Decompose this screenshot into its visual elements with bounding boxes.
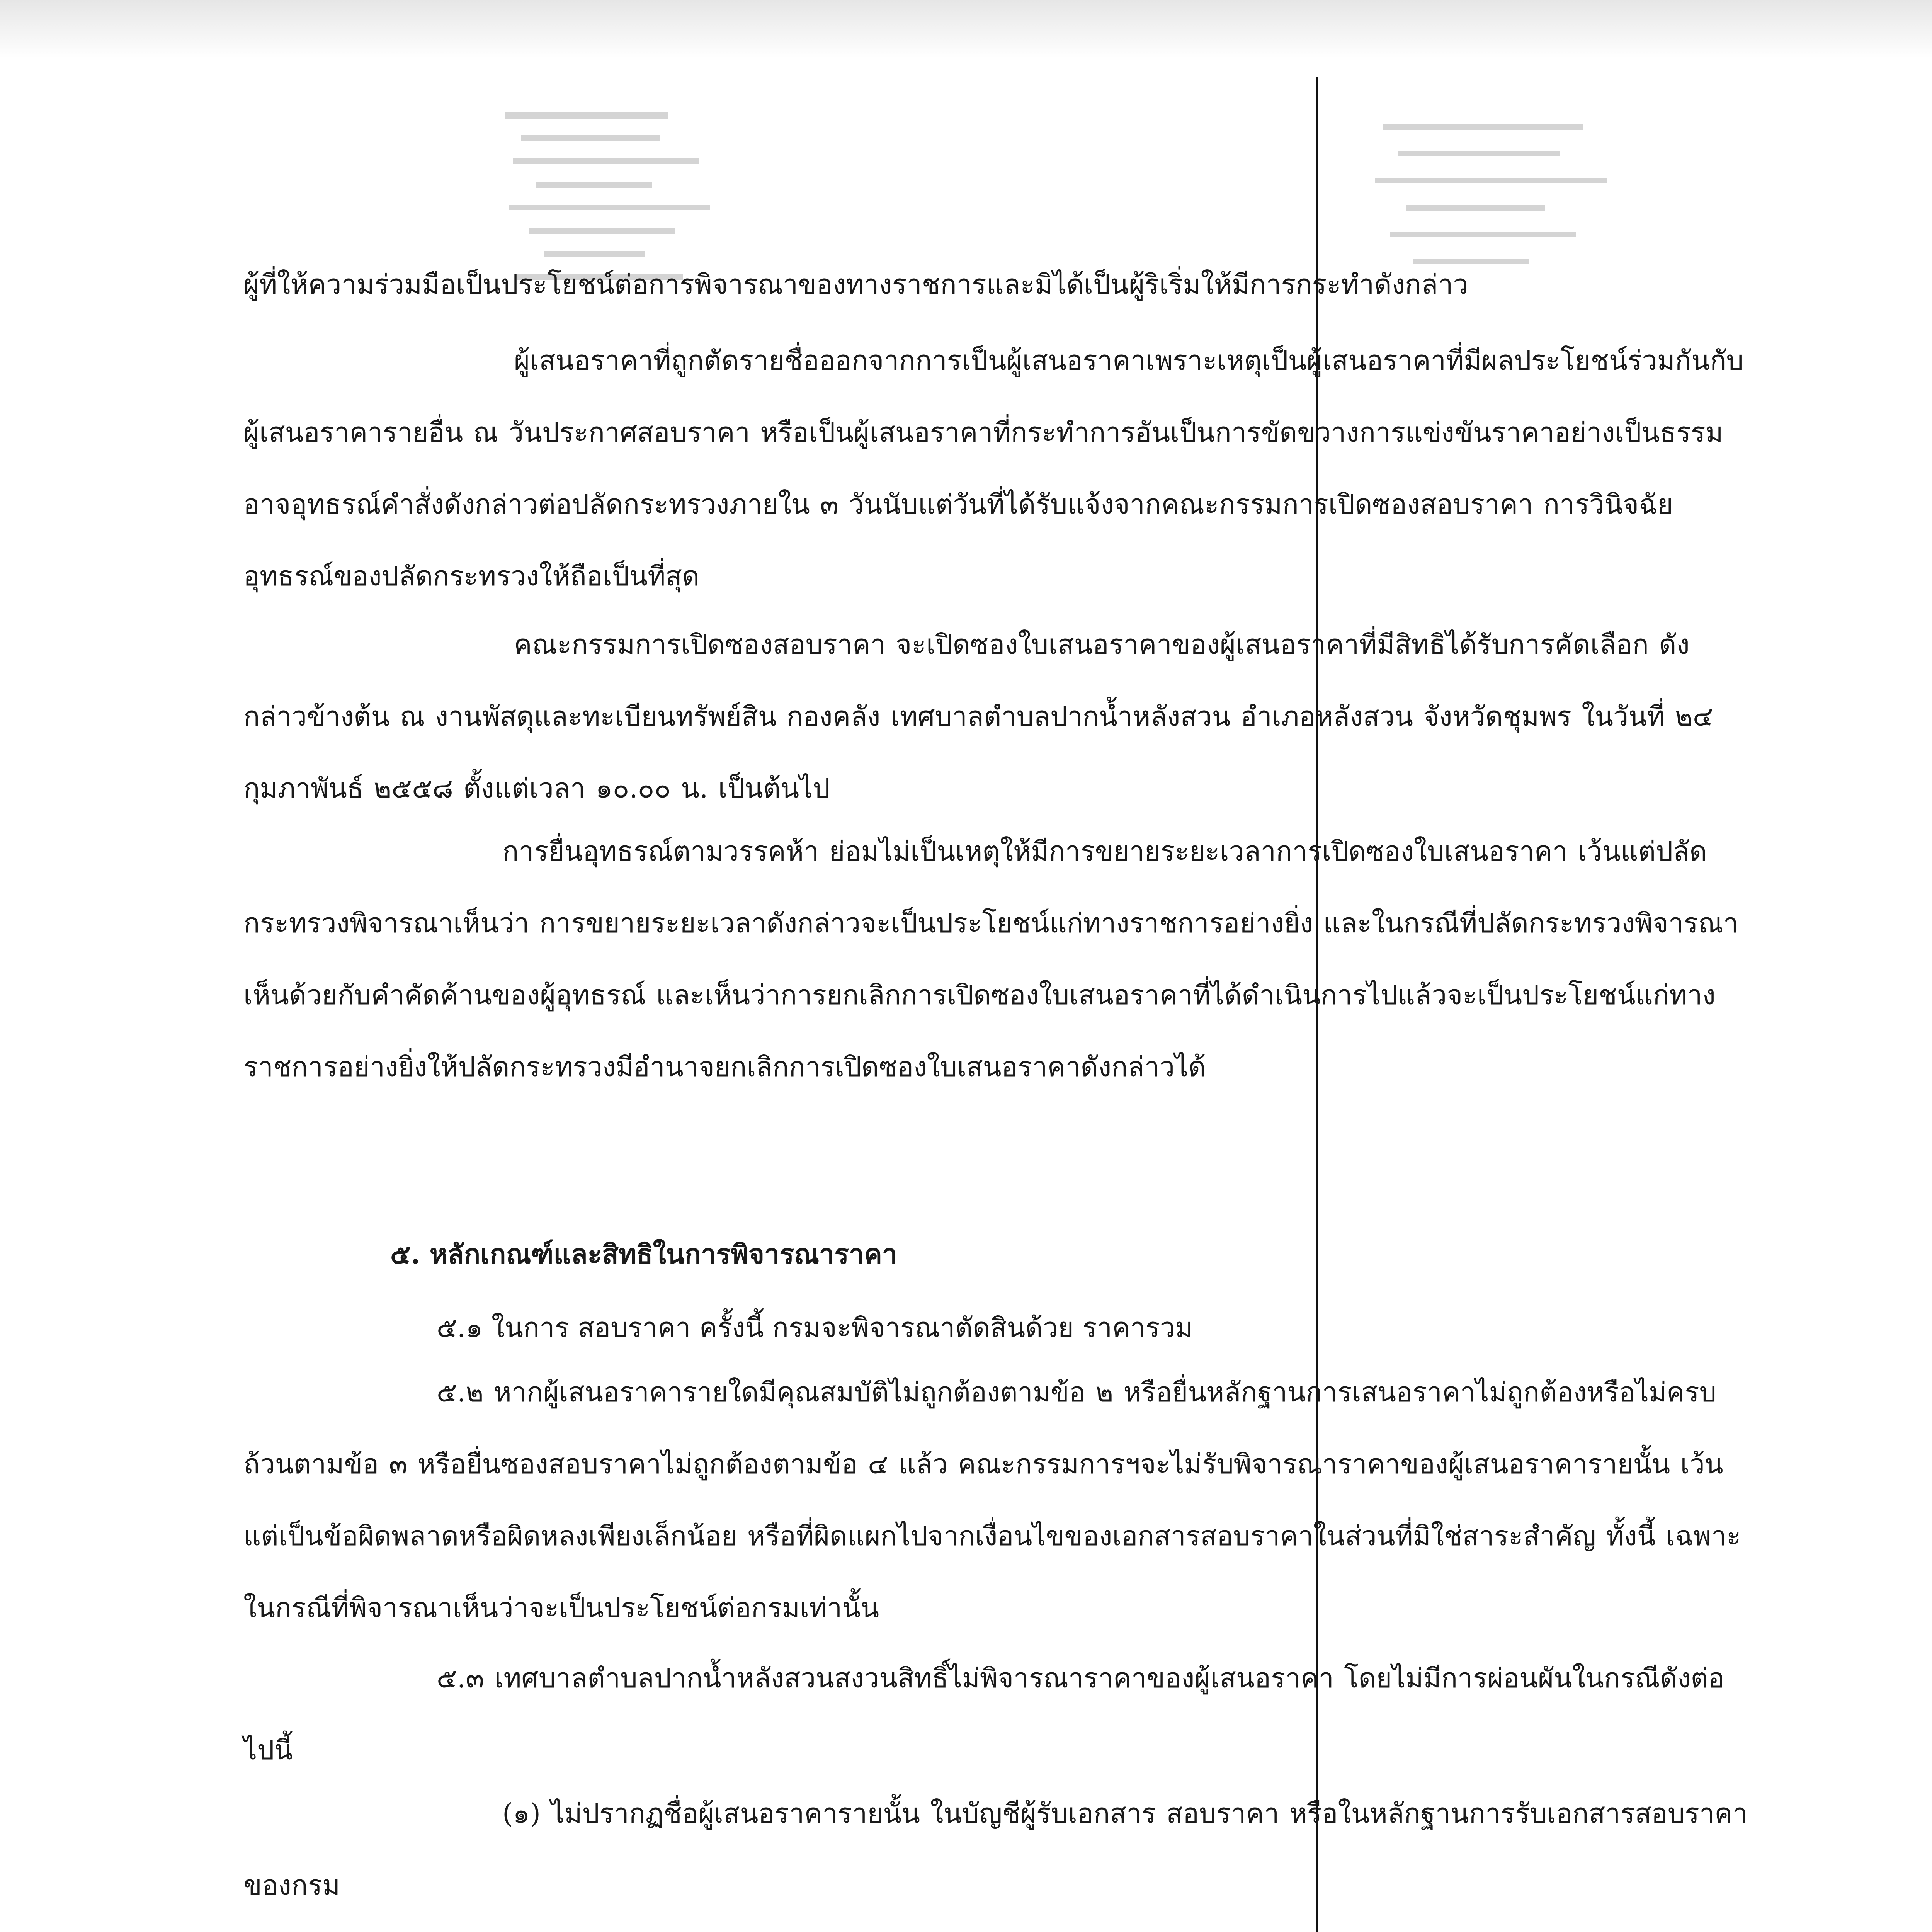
section5-heading: ๕. หลักเกณฑ์และสิทธิในการพิจารณาราคา — [390, 1238, 898, 1270]
section5-3: ๕.๓ เทศบาลตำบลปากน้ำหลังสวนสงวนสิทธิ์ไม่พิจารณาราคาของผู้เสนอราคา โดยไม่มีการผ่อนผันในกรณีดังต่อไปนี้ — [243, 1662, 1725, 1766]
section5-3-item2 — [243, 1920, 1750, 1932]
scan-top-shadow — [0, 0, 1932, 58]
section5-3-item1: (๑) ไม่ปรากฏชื่อผู้เสนอราคารายนั้น ในบัญชีผู้รับเอกสาร สอบราคา หรือในหลักฐานการรับเอกสารสอบราคา ของกรม — [243, 1798, 1748, 1901]
para1-line: ผู้ที่ให้ความร่วมมือเป็นประโยชน์ต่อการพิจารณาของทางราชการและมิได้เป็นผู้ริเริ่มให้มีการกระทำดังกล่าว — [243, 269, 1468, 300]
para-appeal-excluded-bidder: ผู้เสนอราคาที่ถูกตัดรายชื่อออกจากการเป็นผู้เสนอราคาเพราะเหตุเป็นผู้เสนอราคาที่มีผลประโยชน์ร่วมกันกับผู้เสนอราคารายอื่น ณ วันประกาศสอบราคา หรือเป็นผู้เสนอราคาที่กระทำการอันเป็นการขัดขวางการแข่งขันราคาอย่างเป็นธรรม อาจอุทธรณ์คำสั่งดังกล่าวต่อปลัดกระทรวงภายใน ๓ วันนับแต่วันที่ได้รับแจ้งจากคณะกรรมการเปิดซองสอบราคา การวินิจฉัยอุทธรณ์ของปลัดกระทรวงให้ถือเป็นที่สุด — [243, 345, 1743, 592]
section5-1: ๕.๑ ในการ สอบราคา ครั้งนี้ กรมจะพิจารณาตัดสินด้วย ราคารวม — [437, 1312, 1193, 1344]
para-appeal-effect: การยื่นอุทธรณ์ตามวรรคห้า ย่อมไม่เป็นเหตุให้มีการขยายระยะเวลาการเปิดซองใบเสนอราคา เว้นแต่ปลัดกระทรวงพิจารณาเห็นว่า การขยายระยะเวลาดังกล่าวจะเป็นประโยชน์แก่ทางราชการอย่างยิ่ง และในกรณีที่ปลัดกระทรวงพิจารณาเห็นด้วยกับคำคัดค้านของผู้อุทธรณ์ และเห็นว่าการยกเลิกการเปิดซองใบเสนอราคาที่ได้ดำเนินการไปแล้วจะเป็นประโยชน์แก่ทางราชการอย่างยิ่งให้ปลัดกระทรวงมีอำนาจยกเลิกการเปิดซองใบเสนอราคาดังกล่าวได้ — [243, 835, 1739, 1083]
para-bid-opening: คณะกรรมการเปิดซองสอบราคา จะเปิดซองใบเสนอราคาของผู้เสนอราคาที่มีสิทธิได้รับการคัดเลือก ดังกล่าวข้างต้น ณ งานพัสดุและทะเบียนทรัพย์สิน กองคลัง เทศบาลตำบลปากน้ำหลังสวน อำเภอหลังสวน จังหวัดชุมพร ในวันที่ ๒๔ กุมภาพันธ์ ๒๕๕๘ ตั้งแต่เวลา ๑๐.๐๐ น. เป็นต้นไป — [243, 629, 1713, 804]
section5-2: ๕.๒ หากผู้เสนอราคารายใดมีคุณสมบัติไม่ถูกต้องตามข้อ ๒ หรือยื่นหลักฐานการเสนอราคาไม่ถูกต้องหรือไม่ครบถ้วนตามข้อ ๓ หรือยื่นซองสอบราคาไม่ถูกต้องตามข้อ ๔ แล้ว คณะกรรมการฯจะไม่รับพิจารณาราคาของผู้เสนอราคารายนั้น เว้นแต่เป็นข้อผิดพลาดหรือผิดหลงเพียงเล็กน้อย หรือที่ผิดแผกไปจากเงื่อนไขของเอกสารสอบราคาในส่วนที่มิใช่สาระสำคัญ ทั้งนี้ เฉพาะในกรณีที่พิจารณาเห็นว่าจะเป็นประโยชน์ต่อกรมเท่านั้น — [243, 1376, 1741, 1624]
reverse-side-bleed-right — [1345, 77, 1692, 270]
reverse-side-bleed — [483, 70, 753, 263]
